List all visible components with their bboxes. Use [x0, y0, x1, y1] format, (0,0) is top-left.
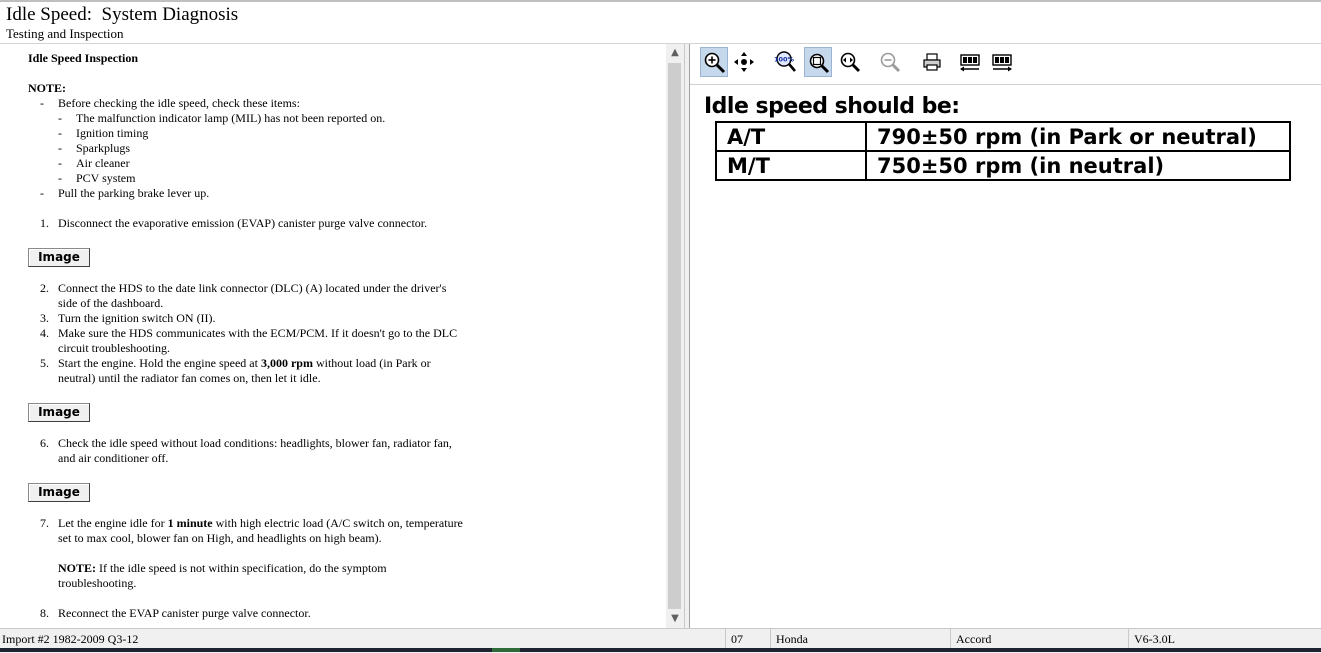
idle-speed-heading: Idle speed should be:: [704, 94, 960, 119]
prev-image-icon[interactable]: [956, 47, 984, 77]
step-text: and air conditioner off.: [58, 451, 169, 465]
page-title: Idle Speed: System Diagnosis: [6, 4, 239, 25]
note-text: troubleshooting.: [58, 576, 137, 590]
sub-bullet-dash: -: [58, 171, 62, 185]
bullet-dash: -: [40, 96, 44, 110]
page-subtitle: Testing and Inspection: [6, 26, 124, 41]
bullet-dash: -: [40, 186, 44, 200]
status-make: Honda: [776, 632, 808, 646]
step-text: Reconnect the EVAP canister purge valve connector.: [58, 606, 311, 620]
step-text-segment: Start the engine. Hold the engine speed at: [58, 356, 261, 370]
sub-bullet-dash: -: [58, 111, 62, 125]
step-text: Connect the HDS to the date link connector (DLC) (A) located under the driver's: [58, 281, 447, 295]
rpm-emphasis: 3,000 rpm: [260, 356, 313, 370]
fit-page-icon[interactable]: [804, 47, 832, 77]
check-item: PCV system: [76, 171, 136, 185]
scroll-down-icon[interactable]: ▼: [671, 613, 679, 624]
idle-speed-spec-table: [715, 121, 1291, 181]
step-number: 4.: [40, 326, 49, 340]
status-source: Import #2 1982-2009 Q3-12: [2, 632, 139, 646]
step-text: Disconnect the evaporative emission (EVAP) canister purge valve connector.: [58, 216, 428, 230]
section-heading: Idle Speed Inspection: [28, 51, 139, 65]
document-header: [0, 0, 1321, 44]
idle-speed-cell: 790±50 rpm (in Park or neutral): [866, 122, 1290, 151]
note-label: NOTE:: [28, 81, 67, 95]
top-border: [0, 0, 1321, 2]
zoom-100-icon[interactable]: [772, 47, 800, 77]
status-year: 07: [731, 632, 743, 646]
image-viewer-pane: [690, 44, 1321, 628]
step-text: circuit troubleshooting.: [58, 341, 170, 355]
check-item: Air cleaner: [76, 156, 130, 170]
step-number: 7.: [40, 516, 49, 530]
taskbar-highlight: [492, 648, 520, 652]
duration-emphasis: 1 minute: [167, 516, 213, 530]
zoom-width-icon[interactable]: [836, 47, 864, 77]
step-text: side of the dashboard.: [58, 296, 164, 310]
step-text-segment: with high electric load (A/C switch on, temperature: [212, 516, 463, 530]
svg-text:100%: 100%: [774, 55, 795, 64]
step-text: [58, 516, 463, 531]
table-row: [716, 122, 1290, 151]
step-number: 5.: [40, 356, 49, 370]
transmission-cell: M/T: [716, 151, 866, 180]
image-button[interactable]: Image: [28, 403, 90, 422]
procedure-pane: [0, 44, 666, 628]
scroll-thumb[interactable]: [668, 63, 681, 609]
viewer-toolbar: [690, 44, 1321, 85]
image-button[interactable]: Image: [28, 483, 90, 502]
note-item: Pull the parking brake lever up.: [58, 186, 210, 200]
pan-icon[interactable]: [730, 47, 758, 77]
step-text: [58, 356, 431, 371]
note-body: If the idle speed is not within specification, do the symptom: [96, 561, 387, 575]
check-item: The malfunction indicator lamp (MIL) has not been reported on.: [76, 111, 386, 125]
step-text: set to max cool, blower fan on High, and headlights on high beam).: [58, 531, 382, 545]
next-image-icon[interactable]: [988, 47, 1016, 77]
print-icon[interactable]: [918, 47, 946, 77]
image-button[interactable]: Image: [28, 248, 90, 267]
note-intro: Before checking the idle speed, check these items:: [58, 96, 300, 110]
sub-bullet-dash: -: [58, 141, 62, 155]
note-label: NOTE:: [58, 561, 97, 575]
step-number: 2.: [40, 281, 49, 295]
vertical-scrollbar[interactable]: [666, 44, 684, 628]
sub-bullet-dash: -: [58, 156, 62, 170]
step-number: 8.: [40, 606, 49, 620]
step-number: 3.: [40, 311, 49, 325]
step-number: 1.: [40, 216, 49, 230]
idle-speed-cell: 750±50 rpm (in neutral): [866, 151, 1290, 180]
sub-bullet-dash: -: [58, 126, 62, 140]
step-number: 6.: [40, 436, 49, 450]
taskbar-strip: [0, 648, 1321, 652]
check-item: Ignition timing: [76, 126, 149, 140]
step-text: Check the idle speed without load conditions: headlights, blower fan, radiator fan,: [58, 436, 452, 450]
scroll-up-icon[interactable]: ▲: [671, 47, 679, 58]
transmission-cell: A/T: [716, 122, 866, 151]
zoom-out-icon[interactable]: [876, 47, 904, 77]
check-item: Sparkplugs: [76, 141, 130, 155]
step-text-segment: without load (in Park or: [312, 356, 431, 370]
step-text: neutral) until the radiator fan comes on, then let it idle.: [58, 371, 321, 385]
status-model: Accord: [956, 632, 992, 646]
step-text: Make sure the HDS communicates with the ECM/PCM. If it doesn't go to the DLC: [58, 326, 458, 340]
status-engine: V6-3.0L: [1134, 632, 1175, 646]
table-row: [716, 151, 1290, 180]
step-text-segment: Let the engine idle for: [58, 516, 168, 530]
zoom-in-icon[interactable]: [700, 47, 728, 77]
note-text: [58, 561, 387, 576]
step-text: Turn the ignition switch ON (II).: [58, 311, 216, 325]
